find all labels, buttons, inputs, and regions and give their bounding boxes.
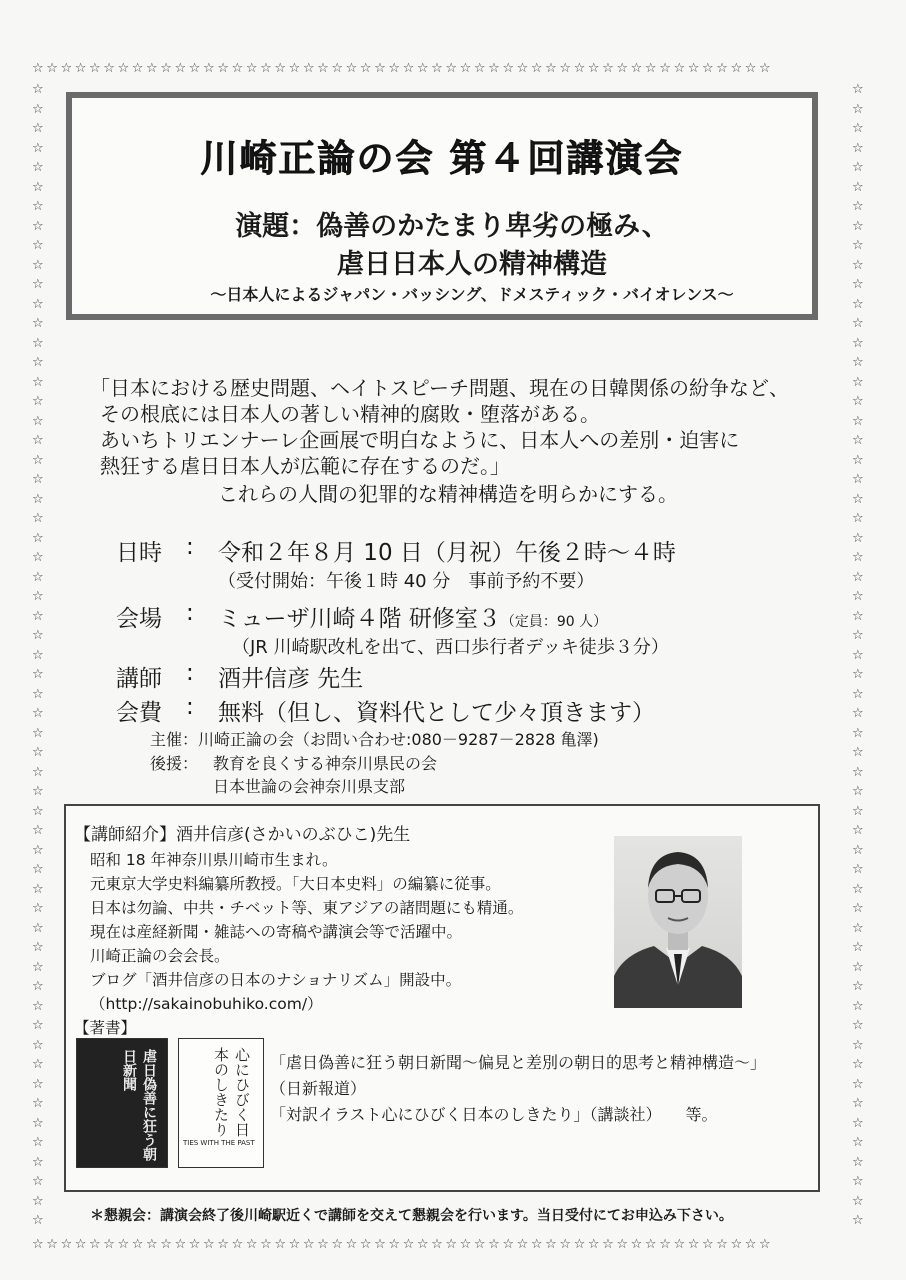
book-cover-shikitari (178, 1038, 264, 1168)
colon: : (186, 534, 194, 560)
star-border-left: ☆☆☆☆☆☆☆☆☆☆☆☆☆☆☆☆☆☆☆☆☆☆☆☆☆☆☆☆☆☆☆☆☆☆☆☆☆☆☆☆☆☆☆☆☆☆☆☆☆☆☆☆☆☆☆☆☆☆☆ (32, 82, 44, 1228)
organizer: 主催：川崎正論の会（お問い合わせ:080－9287－2828 亀澤) (150, 730, 599, 749)
speaker-profile-box (64, 804, 820, 1192)
venue-value: ミューザ川崎４階 研修室３ (218, 606, 501, 632)
quote-line: 「日本における歴史問題、ヘイトスピーチ問題、現在の日韓関係の紛争など、 (90, 376, 789, 400)
profile-line: 現在は産経新聞・雑誌への寄稿や講演会等で活躍中。 (90, 923, 463, 941)
book-2-cover-title: 心にひびく日本のしきたり (212, 1047, 251, 1137)
lecture-subtitle-line-2: 虐日日本人の精神構造 (337, 249, 607, 280)
party-footnote: ＊懇親会：講演会終了後川崎駅近くで講師を交えて懇親会を行います。当日受付にてお申込み下さい。 (90, 1208, 733, 1224)
profile-line: 日本は勿論、中共・チベット等、東アジアの諸問題にも精通。 (90, 899, 524, 917)
quote-line: これらの人間の犯罪的な精神構造を明らかにする。 (218, 482, 678, 506)
quote-line: あいちトリエンナーレ企画展で明白なように、日本人への差別・迫害に (100, 428, 740, 452)
book-cover-asahi (76, 1038, 168, 1168)
quote-line: 熱狂する虐日日本人が広範に存在するのだ。」 (100, 454, 510, 478)
profile-line: ブログ「酒井信彦の日本のナショナリズム」開設中。 (90, 971, 462, 989)
reception-note: （受付開始：午後１時 40 分 事前予約不要） (218, 571, 595, 592)
lecture-tagline: ～日本人によるジャパン・バッシング、ドメスティック・バイオレンス～ (210, 285, 734, 304)
star-border-bottom: ☆☆☆☆☆☆☆☆☆☆☆☆☆☆☆☆☆☆☆☆☆☆☆☆☆☆☆☆☆☆☆☆☆☆☆☆☆☆☆☆☆☆☆☆☆☆☆☆☆☆☆☆ (32, 1238, 774, 1251)
speaker-label: 講師 (116, 666, 162, 692)
book-1-cover-title: 虐日偽善に狂う朝日新聞 (121, 1049, 157, 1161)
fee-value: 無料（但し、資料代として少々頂きます） (218, 700, 655, 726)
profile-line: 川崎正論の会会長。 (90, 947, 230, 965)
sponsor-label: 後援： (150, 754, 199, 773)
fee-label: 会費 (116, 700, 162, 726)
profile-heading: 【講師紹介】酒井信彦(さかいのぶひこ)先生 (74, 825, 411, 845)
book-title-1: 「虐日偽善に狂う朝日新聞～偏見と差別の朝日的思考と精神構造～」 (270, 1053, 767, 1072)
main-title: 川崎正論の会 第４回講演会 (200, 137, 684, 180)
date-label: 日時 (116, 540, 162, 566)
star-border-top: ☆☆☆☆☆☆☆☆☆☆☆☆☆☆☆☆☆☆☆☆☆☆☆☆☆☆☆☆☆☆☆☆☆☆☆☆☆☆☆☆☆☆☆☆☆☆☆☆☆☆☆☆ (32, 62, 774, 75)
speaker-value: 酒井信彦 先生 (218, 666, 364, 692)
sponsor-2: 日本世論の会神奈川県支部 (213, 777, 406, 796)
profile-line: 昭和 18 年神奈川県川崎市生まれ。 (90, 851, 338, 869)
sponsor-1: 教育を良くする神奈川県民の会 (213, 754, 438, 773)
venue-label: 会場 (116, 606, 162, 632)
colon: : (186, 694, 194, 720)
venue-capacity: （定員：90 人） (500, 614, 608, 630)
star-border-right: ☆☆☆☆☆☆☆☆☆☆☆☆☆☆☆☆☆☆☆☆☆☆☆☆☆☆☆☆☆☆☆☆☆☆☆☆☆☆☆☆☆☆☆☆☆☆☆☆☆☆☆☆☆☆☆☆☆☆☆ (852, 82, 864, 1228)
profile-line: 元東京大学史料編纂所教授。「大日本史料」の編纂に従事。 (90, 875, 501, 893)
speaker-portrait-icon (614, 836, 742, 1008)
date-value: 令和２年８月 10 日（月祝）午後２時～４時 (218, 540, 676, 566)
colon: : (186, 660, 194, 686)
venue-access-note: （JR 川崎駅改札を出て、西口歩行者デッキ徒歩３分） (232, 637, 669, 658)
books-heading: 【著書】 (74, 1019, 137, 1037)
book-2-cover-en: TIES WITH THE PAST (183, 1139, 255, 1147)
colon: : (186, 600, 194, 626)
book-title-2: 「対訳イラスト心にひびく日本のしきたり」（講談社） 等。 (270, 1105, 718, 1124)
title-box (66, 92, 818, 320)
quote-line: その根底には日本人の著しい精神的腐敗・堕落がある。 (100, 402, 600, 426)
lecture-subtitle-line-1: 演題：偽善のかたまり卑劣の極み、 (235, 211, 669, 242)
book-publisher-1: （日新報道） (270, 1079, 367, 1098)
speaker-photo (614, 836, 742, 1008)
venue-value-line (218, 600, 607, 633)
blog-url[interactable]: （http://sakainobuhiko.com/） (90, 995, 323, 1013)
